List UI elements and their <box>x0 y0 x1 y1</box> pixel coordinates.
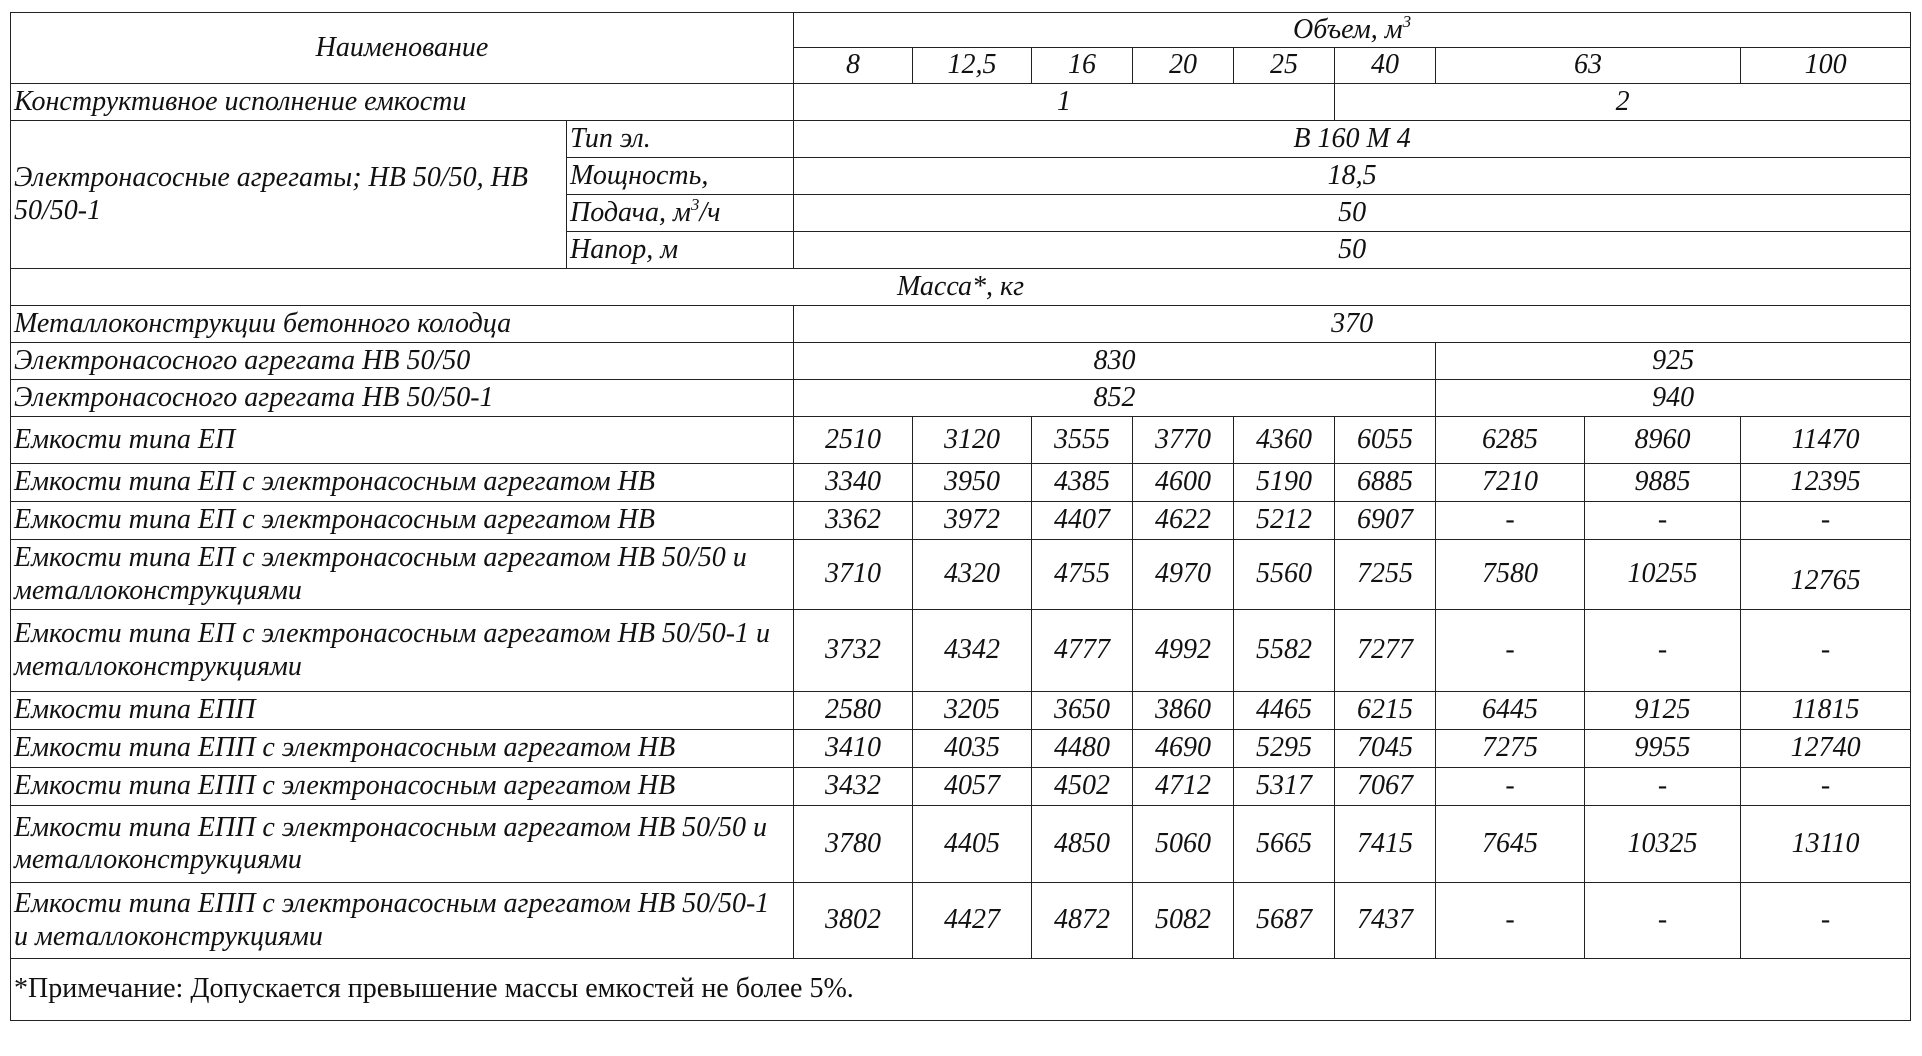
data-row <box>11 768 1911 806</box>
pump-param-value: В 160 М 4 <box>794 121 1911 158</box>
data-cell: 7277 <box>1335 610 1436 692</box>
data-cell: 7580 <box>1436 540 1585 610</box>
data-cell: - <box>1436 610 1585 692</box>
data-cell: 2510 <box>794 417 913 464</box>
data-row-label: Емкости типа ЕП с электронасосным агрегатом НВ 50/50 и металлоконструкциями <box>11 540 794 610</box>
data-row-label: Емкости типа ЕП с электронасосным агрегатом НВ 50/50-1 и металлоконструкциями <box>11 610 794 692</box>
data-cell: 10255 <box>1585 540 1741 610</box>
data-cell: 4465 <box>1234 692 1335 730</box>
data-cell: 7255 <box>1335 540 1436 610</box>
mass-header-row <box>11 269 1911 306</box>
data-cell: - <box>1585 768 1741 806</box>
data-cell: - <box>1741 610 1911 692</box>
data-cell: 3120 <box>913 417 1032 464</box>
merged-row-value-left: 830 <box>794 343 1436 380</box>
merged-row-label: Металлоконструкции бетонного колодца <box>11 306 794 343</box>
pump-param-label-suffix: /ч <box>699 196 721 228</box>
data-cell: 11470 <box>1741 417 1911 464</box>
pump-param-label: Тип эл. <box>567 121 794 158</box>
data-cell: 5190 <box>1234 464 1335 502</box>
merged-row-value-right: 925 <box>1436 343 1911 380</box>
pump-param-label: Напор, м <box>567 232 794 269</box>
data-cell: - <box>1585 502 1741 540</box>
spec-table-container <box>10 12 1911 1021</box>
data-cell: 3205 <box>913 692 1032 730</box>
data-cell: 7437 <box>1335 883 1436 959</box>
data-cell: 12740 <box>1741 730 1911 768</box>
data-cell: 3362 <box>794 502 913 540</box>
data-cell: 4755 <box>1032 540 1133 610</box>
data-cell: 12395 <box>1741 464 1911 502</box>
data-row-label: Емкости типа ЕП с электронасосным агрегатом НВ <box>11 464 794 502</box>
mass-header: Масса*, кг <box>11 269 1911 306</box>
data-cell: - <box>1741 768 1911 806</box>
volume-cell: 12,5 <box>913 48 1032 84</box>
note-row <box>11 959 1911 1021</box>
pump-param-label-text: Подача, м <box>570 196 691 228</box>
data-cell: - <box>1436 502 1585 540</box>
data-cell: 5060 <box>1133 806 1234 883</box>
data-row <box>11 730 1911 768</box>
data-cell: 4405 <box>913 806 1032 883</box>
data-cell: 4320 <box>913 540 1032 610</box>
data-row <box>11 610 1911 692</box>
header-row <box>11 13 1911 48</box>
data-row <box>11 883 1911 959</box>
data-cell: 4407 <box>1032 502 1133 540</box>
merged-row <box>11 380 1911 417</box>
data-row-label: Емкости типа ЕПП с электронасосным агрегатом НВ 50/50-1 и металлоконструкциями <box>11 883 794 959</box>
data-cell: 5212 <box>1234 502 1335 540</box>
pump-param-value: 18,5 <box>794 158 1911 195</box>
data-cell: 4850 <box>1032 806 1133 883</box>
pump-param-value: 50 <box>794 232 1911 269</box>
merged-row-label: Электронасосного агрегата НВ 50/50 <box>11 343 794 380</box>
data-cell: 4992 <box>1133 610 1234 692</box>
data-cell: 8960 <box>1585 417 1741 464</box>
merged-row-value-left: 852 <box>794 380 1436 417</box>
data-cell: 4342 <box>913 610 1032 692</box>
pump-param-label-sup: 3 <box>690 194 700 214</box>
volume-header-sup: 3 <box>1402 12 1412 31</box>
pumps-label: Электронасосные агрегаты; НВ 50/50, НВ 50/50-1 <box>11 121 567 269</box>
data-cell: 6285 <box>1436 417 1585 464</box>
data-cell: 10325 <box>1585 806 1741 883</box>
data-cell: - <box>1741 502 1911 540</box>
data-cell: 7415 <box>1335 806 1436 883</box>
data-cell: 13110 <box>1741 806 1911 883</box>
data-cell: 2580 <box>794 692 913 730</box>
data-cell: 3710 <box>794 540 913 610</box>
data-cell: 9955 <box>1585 730 1741 768</box>
pump-param-label <box>567 195 794 232</box>
volume-header-label: Объем, м <box>1293 13 1403 45</box>
data-cell: 12765 <box>1741 540 1911 610</box>
data-cell: 6215 <box>1335 692 1436 730</box>
data-cell: 4622 <box>1133 502 1234 540</box>
data-cell: 4777 <box>1032 610 1133 692</box>
data-row-label: Емкости типа ЕП с электронасосным агрегатом НВ <box>11 502 794 540</box>
data-cell: 3860 <box>1133 692 1234 730</box>
data-cell: 3950 <box>913 464 1032 502</box>
data-row <box>11 417 1911 464</box>
data-cell: 6055 <box>1335 417 1436 464</box>
data-cell: 4385 <box>1032 464 1133 502</box>
data-cell: 4057 <box>913 768 1032 806</box>
data-cell: 9885 <box>1585 464 1741 502</box>
design-row <box>11 84 1911 121</box>
spec-table <box>10 12 1911 1021</box>
data-cell: 11815 <box>1741 692 1911 730</box>
data-cell: - <box>1741 883 1911 959</box>
data-row-label: Емкости типа ЕПП с электронасосным агрегатом НВ 50/50 и металлоконструкциями <box>11 806 794 883</box>
footnote: *Примечание: Допускается превышение массы емкостей не более 5%. <box>11 959 1911 1021</box>
data-row <box>11 464 1911 502</box>
data-cell: 5317 <box>1234 768 1335 806</box>
data-row <box>11 806 1911 883</box>
data-cell: 3555 <box>1032 417 1133 464</box>
data-cell: 6885 <box>1335 464 1436 502</box>
design-group-2: 2 <box>1335 84 1911 121</box>
data-cell: 4690 <box>1133 730 1234 768</box>
data-cell: 3340 <box>794 464 913 502</box>
data-row <box>11 692 1911 730</box>
data-cell: 3432 <box>794 768 913 806</box>
volume-cell: 40 <box>1335 48 1436 84</box>
volume-cell: 100 <box>1741 48 1911 84</box>
volume-header <box>794 13 1911 48</box>
merged-row <box>11 343 1911 380</box>
design-label: Конструктивное исполнение емкости <box>11 84 794 121</box>
data-cell: 4360 <box>1234 417 1335 464</box>
data-row-label: Емкости типа ЕПП <box>11 692 794 730</box>
data-cell: 5582 <box>1234 610 1335 692</box>
data-cell: 7045 <box>1335 730 1436 768</box>
data-cell: 4872 <box>1032 883 1133 959</box>
data-row <box>11 502 1911 540</box>
merged-row-value-right: 940 <box>1436 380 1911 417</box>
merged-row <box>11 306 1911 343</box>
data-cell: 3770 <box>1133 417 1234 464</box>
design-group-1: 1 <box>794 84 1335 121</box>
data-cell: 4035 <box>913 730 1032 768</box>
data-cell: 4427 <box>913 883 1032 959</box>
pump-param-row <box>11 121 1911 158</box>
pump-param-label: Мощность, <box>567 158 794 195</box>
data-cell: 3732 <box>794 610 913 692</box>
data-cell: 3780 <box>794 806 913 883</box>
data-cell: 3802 <box>794 883 913 959</box>
data-cell: - <box>1436 883 1585 959</box>
data-cell: 4480 <box>1032 730 1133 768</box>
data-cell: 5560 <box>1234 540 1335 610</box>
data-cell: 3972 <box>913 502 1032 540</box>
data-cell: 5665 <box>1234 806 1335 883</box>
data-cell: - <box>1585 610 1741 692</box>
data-row-label: Емкости типа ЕПП с электронасосным агрегатом НВ <box>11 768 794 806</box>
data-cell: 7210 <box>1436 464 1585 502</box>
volume-cell: 25 <box>1234 48 1335 84</box>
data-cell: 4502 <box>1032 768 1133 806</box>
merged-row-value: 370 <box>794 306 1911 343</box>
data-row <box>11 540 1911 610</box>
volume-cell: 20 <box>1133 48 1234 84</box>
data-cell: 9125 <box>1585 692 1741 730</box>
data-cell: 6907 <box>1335 502 1436 540</box>
name-header: Наименование <box>11 13 794 84</box>
data-cell: 5687 <box>1234 883 1335 959</box>
data-cell: 4600 <box>1133 464 1234 502</box>
data-cell: 5295 <box>1234 730 1335 768</box>
volume-cell: 16 <box>1032 48 1133 84</box>
pump-param-value: 50 <box>794 195 1911 232</box>
data-cell: 7645 <box>1436 806 1585 883</box>
volume-cell: 63 <box>1436 48 1741 84</box>
data-cell: 7275 <box>1436 730 1585 768</box>
data-cell: 7067 <box>1335 768 1436 806</box>
data-cell: 3650 <box>1032 692 1133 730</box>
data-cell: 5082 <box>1133 883 1234 959</box>
data-cell: 3410 <box>794 730 913 768</box>
data-cell: - <box>1436 768 1585 806</box>
volume-cell: 8 <box>794 48 913 84</box>
data-cell: - <box>1585 883 1741 959</box>
data-row-label: Емкости типа ЕПП с электронасосным агрегатом НВ <box>11 730 794 768</box>
data-cell: 4712 <box>1133 768 1234 806</box>
data-cell: 6445 <box>1436 692 1585 730</box>
merged-row-label: Электронасосного агрегата НВ 50/50-1 <box>11 380 794 417</box>
data-row-label: Емкости типа ЕП <box>11 417 794 464</box>
data-cell: 4970 <box>1133 540 1234 610</box>
